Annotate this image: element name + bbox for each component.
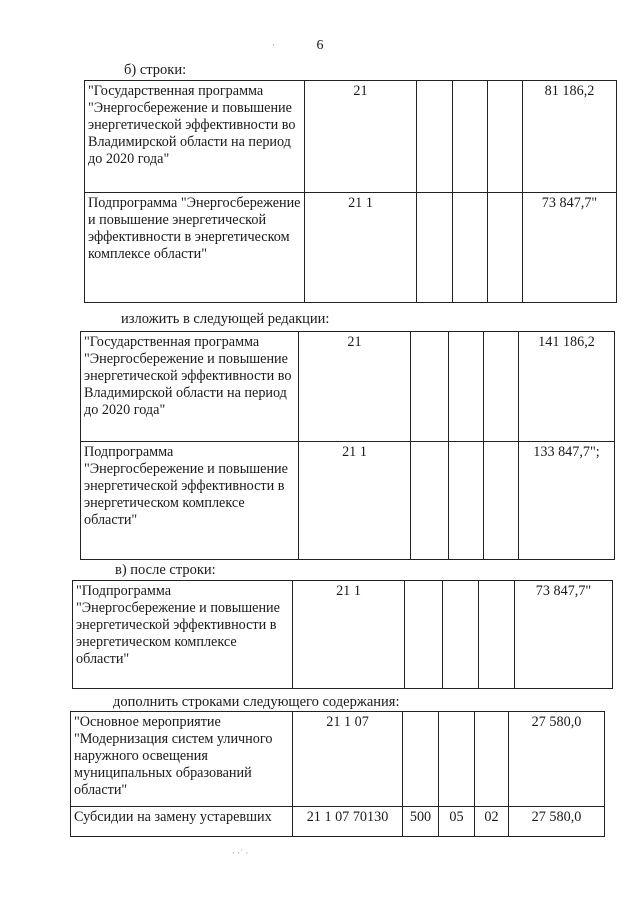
row-col4-cell	[449, 442, 484, 560]
row-col4-cell	[449, 332, 484, 442]
heading-v: в) после строки:	[115, 562, 216, 578]
row-sum-cell: 133 847,7";	[519, 442, 615, 560]
table-row	[71, 807, 605, 837]
row-col4-cell	[439, 712, 475, 807]
row-sum-cell: 73 847,7"	[515, 581, 613, 689]
table-row	[85, 193, 617, 303]
table-row	[81, 332, 615, 442]
page-number: 6	[316, 38, 324, 53]
heading-add: дополнить строками следующего содержания:	[113, 694, 400, 710]
row-sum-cell: 27 580,0	[509, 712, 605, 807]
row-name-cell: "Государственная программа "Энергосбережение и повышение энергетической эффективности во Владимирской области на период до 2020 года"	[81, 332, 299, 442]
row-sum-cell: 81 186,2	[523, 81, 617, 193]
row-col5-cell: 02	[475, 807, 509, 837]
row-code-cell: 21 1	[305, 193, 417, 303]
row-col4-cell	[443, 581, 479, 689]
row-name-cell: Субсидии на замену устаревших	[71, 807, 293, 837]
table-row	[73, 581, 613, 689]
row-col4-cell: 05	[439, 807, 475, 837]
heading-replace: изложить в следующей редакции:	[121, 311, 330, 327]
row-col5-cell	[484, 442, 519, 560]
row-col3-cell	[417, 193, 453, 303]
table-row	[85, 81, 617, 193]
row-name-cell: Подпрограмма "Энергосбережение и повышение энергетической эффективности в энергетическом комплексе области"	[85, 193, 305, 303]
row-sum-cell: 27 580,0	[509, 807, 605, 837]
row-code-cell: 21 1 07	[293, 712, 403, 807]
row-sum-cell: 141 186,2	[519, 332, 615, 442]
table-b	[84, 80, 617, 303]
row-col3-cell: 500	[403, 807, 439, 837]
scan-speck: ·	[272, 40, 275, 50]
row-code-cell: 21 1 07 70130	[293, 807, 403, 837]
row-col3-cell	[411, 332, 449, 442]
row-col4-cell	[453, 193, 488, 303]
row-col3-cell	[417, 81, 453, 193]
scan-speck: · ·˙ ·	[232, 848, 249, 858]
heading-b: б) строки:	[124, 62, 187, 78]
row-col3-cell	[405, 581, 443, 689]
row-code-cell: 21 1	[299, 442, 411, 560]
table-v	[72, 580, 613, 689]
row-col5-cell	[479, 581, 515, 689]
row-col5-cell	[484, 332, 519, 442]
row-name-cell: "Основное мероприятие "Модернизация систем уличного наружного освещения муниципальных образований области"	[71, 712, 293, 807]
row-col5-cell	[488, 193, 523, 303]
row-code-cell: 21	[299, 332, 411, 442]
row-col5-cell	[475, 712, 509, 807]
row-sum-cell: 73 847,7"	[523, 193, 617, 303]
table-row	[81, 442, 615, 560]
row-col3-cell	[411, 442, 449, 560]
row-name-cell: "Государственная программа "Энергосбережение и повышение энергетической эффективности во Владимирской области на период до 2020 года"	[85, 81, 305, 193]
row-col5-cell	[488, 81, 523, 193]
row-name-cell: "Подпрограмма "Энергосбережение и повышение энергетической эффективности в энергетическом комплексе области"	[73, 581, 293, 689]
row-name-cell: Подпрограмма "Энергосбережение и повышение энергетической эффективности в энергетическом комплексе области"	[81, 442, 299, 560]
table-row	[71, 712, 605, 807]
row-col3-cell	[403, 712, 439, 807]
table-add	[70, 711, 605, 837]
row-code-cell: 21	[305, 81, 417, 193]
row-code-cell: 21 1	[293, 581, 405, 689]
table-replace	[80, 331, 615, 560]
row-col4-cell	[453, 81, 488, 193]
